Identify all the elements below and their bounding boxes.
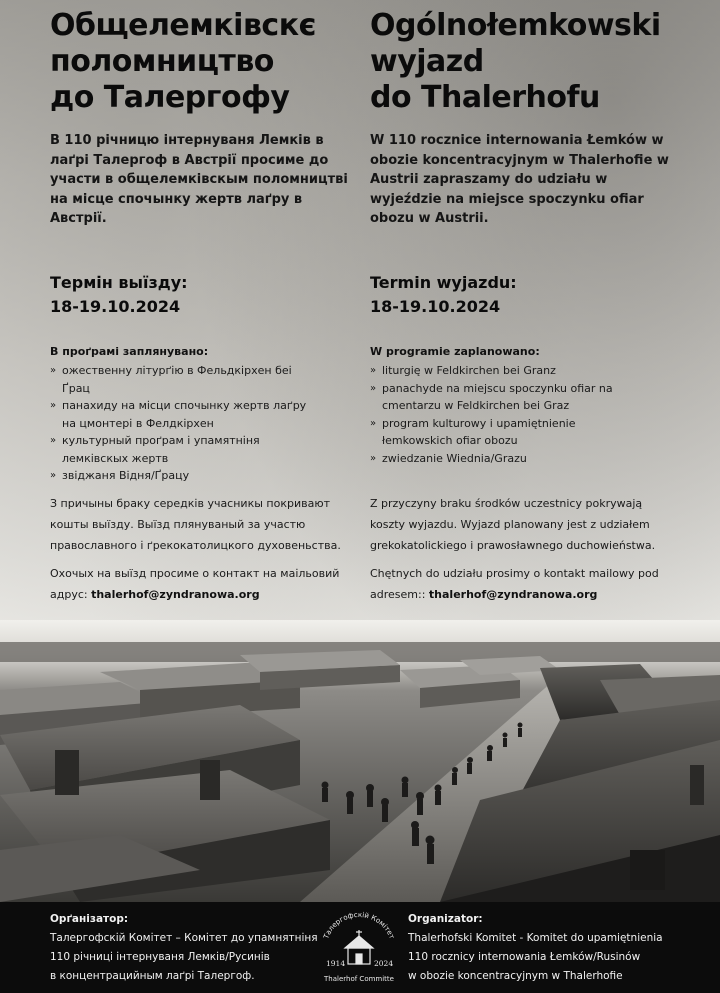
contact-text: Охочых на выїзд просиме о контакт на маільовий адрус: xyxy=(50,567,340,601)
organizer-polish xyxy=(408,910,708,986)
organizer-lemko xyxy=(50,910,320,986)
seal-year-left: 1914 xyxy=(326,959,346,968)
organizer-line: Талергофскій Комітет – Комітет до упамнятніня xyxy=(50,932,318,944)
chapel-icon xyxy=(345,930,373,964)
organizer-heading: Орґанізатор: xyxy=(50,913,129,925)
organizer-line: Thalerhofski Komitet - Komitet do upamiętnienia xyxy=(408,932,663,944)
contact-polish xyxy=(370,563,670,605)
list-item xyxy=(370,415,640,450)
note-lemko: З причыны браку середків учасникы покривают кошты выїзду. Выїзд плянуваный за участю православного і ґрекокатолицкого духовеньства. xyxy=(50,497,341,552)
note-polish: Z przyczyny braku środków uczestnicy pokrywają koszty wyjazdu. Wyjazd planowany jest z udziałem grekokatolickiego i prawosławnego duchowieństwa. xyxy=(370,497,656,552)
intro-polish: W 110 rocznice internowania Łemków w obozie koncentracyjnym w Thalerhofie w Austrii zapraszamy do udziału w wyjeździe na miejsce spoczynku ofiar obozu w Austrii. xyxy=(370,133,669,226)
term-label-polish: Termin wyjazdu: xyxy=(370,273,517,292)
list-item-text: panachyde na miejscu spoczynku ofiar na cmentarzu w Feldkirchen bei Graz xyxy=(382,381,613,412)
intro-lemko: В 110 річницю інтернуваня Лемків в лаґрі Талергоф в Австрії просиме до участи в общелемківскым поломництві на місце спочынку жертв лаґру в Австрії. xyxy=(50,133,348,226)
bullet-icon: » xyxy=(370,365,377,376)
title-line: до Талергофу xyxy=(50,80,290,115)
term-date-lemko: 18-19.10.2024 xyxy=(50,297,181,316)
list-item-text: звіджаня Відня/Ґрацу xyxy=(62,469,190,482)
title-line: поломництво xyxy=(50,44,274,79)
list-item xyxy=(50,397,320,432)
bullet-icon: » xyxy=(50,435,57,446)
committee-seal-icon xyxy=(314,908,404,988)
footer xyxy=(0,902,720,993)
contact-lemko xyxy=(50,563,350,605)
list-item xyxy=(370,450,640,468)
title-line: Общелемківскє xyxy=(50,8,316,43)
list-item-text: zwiedzanie Wiednia/Grazu xyxy=(382,451,527,465)
list-item-text: панахиду на місци спочынку жертв лаґру на цмонтері в Фелдкірхен xyxy=(62,399,307,430)
program-list-polish xyxy=(370,362,640,467)
term-date-polish: 18-19.10.2024 xyxy=(370,297,501,316)
seal-top-text: Талергофскій Комітет xyxy=(322,910,396,941)
list-item-text: культурный проґрам і упамятніня лемківскых жертв xyxy=(62,434,260,465)
email-link[interactable]: thalerhof@zyndranowa.org xyxy=(91,588,260,601)
list-item-text: ожественну літурґію в Фельдкірхен беі Ґрац xyxy=(62,364,292,395)
list-item-text: liturgię w Feldkirchen bei Granz xyxy=(382,364,556,377)
program-heading-lemko: В проґрамі заплянувано: xyxy=(50,345,209,358)
title-line: wyjazd xyxy=(370,44,484,79)
email-link[interactable]: thalerhof@zyndranowa.org xyxy=(428,588,598,601)
title-line: Ogólnołemkowski xyxy=(370,8,661,43)
bullet-icon: » xyxy=(370,417,377,429)
seal-bottom-text: Thalerhof Committe xyxy=(324,975,394,983)
program-list-lemko xyxy=(50,362,320,485)
list-item xyxy=(370,380,640,415)
program-heading-polish: W programie zaplanowano: xyxy=(370,345,540,358)
contact-text: Chętnych do udziału prosimy o kontakt mailowy pod adresem:: xyxy=(370,567,659,601)
list-item xyxy=(50,362,320,397)
organizer-heading: Organizator: xyxy=(408,913,483,925)
title-polish xyxy=(370,8,661,116)
bullet-icon: » xyxy=(50,365,57,376)
bullet-icon: » xyxy=(370,452,377,464)
list-item-text: program kulturowy i upamiętnienie łemkowskich ofiar obozu xyxy=(382,416,576,447)
bullet-icon: » xyxy=(50,400,57,411)
list-item xyxy=(50,432,320,467)
camp-photo xyxy=(0,620,720,902)
list-item xyxy=(370,362,640,380)
title-lemko xyxy=(50,8,316,116)
bullet-icon: » xyxy=(370,382,377,394)
title-line: do Thalerhofu xyxy=(370,80,600,115)
organizer-line: 110 річниці інтернуваня Лемків/Русинів xyxy=(50,951,270,963)
organizer-line: в концентрацийным лаґрі Талергоф. xyxy=(50,970,255,982)
list-item xyxy=(50,467,320,485)
seal-year-right: 2024 xyxy=(374,959,394,968)
bullet-icon: » xyxy=(50,470,57,481)
organizer-line: w obozie koncentracyjnym w Thalerhofie xyxy=(408,970,623,982)
term-label-lemko: Термін выїзду: xyxy=(50,273,188,292)
organizer-line: 110 rocznicy internowania Łemków/Rusinów xyxy=(408,951,641,963)
